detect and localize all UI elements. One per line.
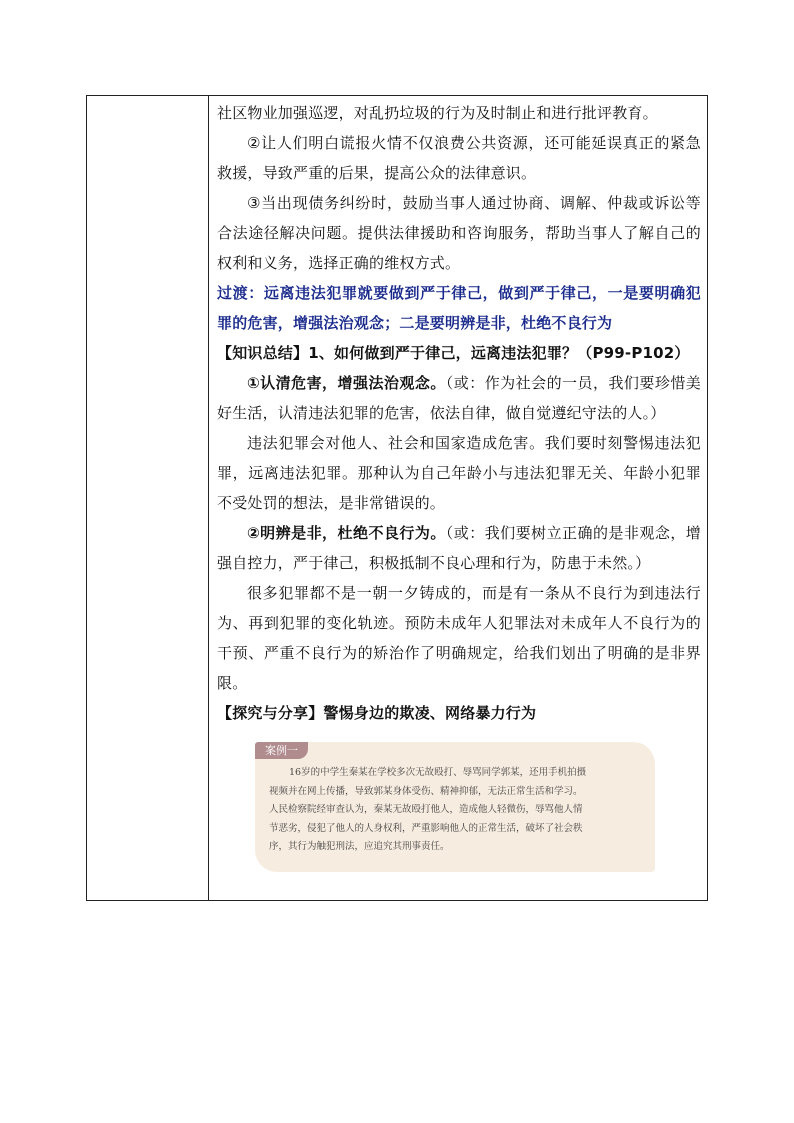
transition-text: 过渡：远离违法犯罪就要做到严于律己，做到严于律己，一是要明确犯罪的危害，增强法治观念；二是要明辨是非，杜绝不良行为 bbox=[217, 284, 701, 332]
explore-share-heading: 【探究与分享】警惕身边的欺凌、网络暴力行为 bbox=[217, 704, 537, 722]
point-one-detail: （或：作为社会的一员，我们要珍惜美好生活，认清违法犯罪的危害，依法自律，做自觉遵纪守法的人。） bbox=[217, 374, 701, 422]
point-two bbox=[217, 518, 701, 578]
paragraph-crime-trajectory: 很多犯罪都不是一朝一夕铸成的，而是有一条从不良行为到违法行为、再到犯罪的变化轨迹。预防未成年人犯罪法对未成年人不良行为的干预、严重不良行为的矫治作了明确规定，给我们划出了明确的是非界限。 bbox=[217, 584, 701, 692]
knowledge-summary-heading: 【知识总结】1、如何做到严于律己，远离违法犯罪？（P99-P102） bbox=[217, 344, 690, 362]
column-divider bbox=[208, 96, 209, 900]
case-line: 16岁的中学生秦某在学校多次无故殴打、辱骂同学郭某，还用手机拍摄 bbox=[289, 767, 587, 778]
case-line: 视频并在网上传播，导致郭某身体受伤、精神抑郁，无法正常生活和学习。 bbox=[269, 785, 583, 797]
case-line: 节恶劣，侵犯了他人的人身权利，严重影响他人的正常生活，破坏了社会秩 bbox=[269, 822, 583, 834]
paragraph-false-fire-report: ②让人们明白谎报火情不仅浪费公共资源，还可能延误真正的紧急救援，导致严重的后果，提高公众的法律意识。 bbox=[217, 134, 701, 182]
case-line: 人民检察院经审查认为，秦某无故殴打他人，造成他人轻微伤，辱骂他人情 bbox=[269, 804, 583, 815]
case-box bbox=[255, 742, 655, 872]
paragraph-debt-dispute: ③当出现债务纠纷时，鼓励当事人通过协商、调解、仲裁或诉讼等合法途径解决问题。提供法律援助和咨询服务，帮助当事人了解自己的权利和义务，选择正确的维权方式。 bbox=[217, 194, 701, 272]
paragraph-community-patrol: 社区物业加强巡逻，对乱扔垃圾的行为及时制止和进行批评教育。 bbox=[217, 104, 658, 122]
case-text bbox=[269, 764, 641, 857]
content-cell bbox=[217, 96, 701, 872]
point-two-detail: （或：我们要树立正确的是非观念，增强自控力，严于律己，积极抵制不良心理和行为，防患于未然。） bbox=[217, 524, 701, 572]
point-one-title: ①认清危害，增强法治观念。 bbox=[247, 374, 446, 392]
content-table bbox=[86, 95, 708, 901]
point-one bbox=[217, 368, 701, 428]
paragraph-harm: 违法犯罪会对他人、社会和国家造成危害。我们要时刻警惕违法犯罪，远离违法犯罪。那种认为自己年龄小与违法犯罪无关、年龄小犯罪不受处罚的想法，是非常错误的。 bbox=[217, 434, 701, 512]
case-tag: 案例一 bbox=[255, 742, 308, 759]
case-line: 序，其行为触犯刑法，应追究其刑事责任。 bbox=[269, 841, 450, 852]
point-two-title: ②明辨是非，杜绝不良行为。 bbox=[247, 524, 446, 542]
